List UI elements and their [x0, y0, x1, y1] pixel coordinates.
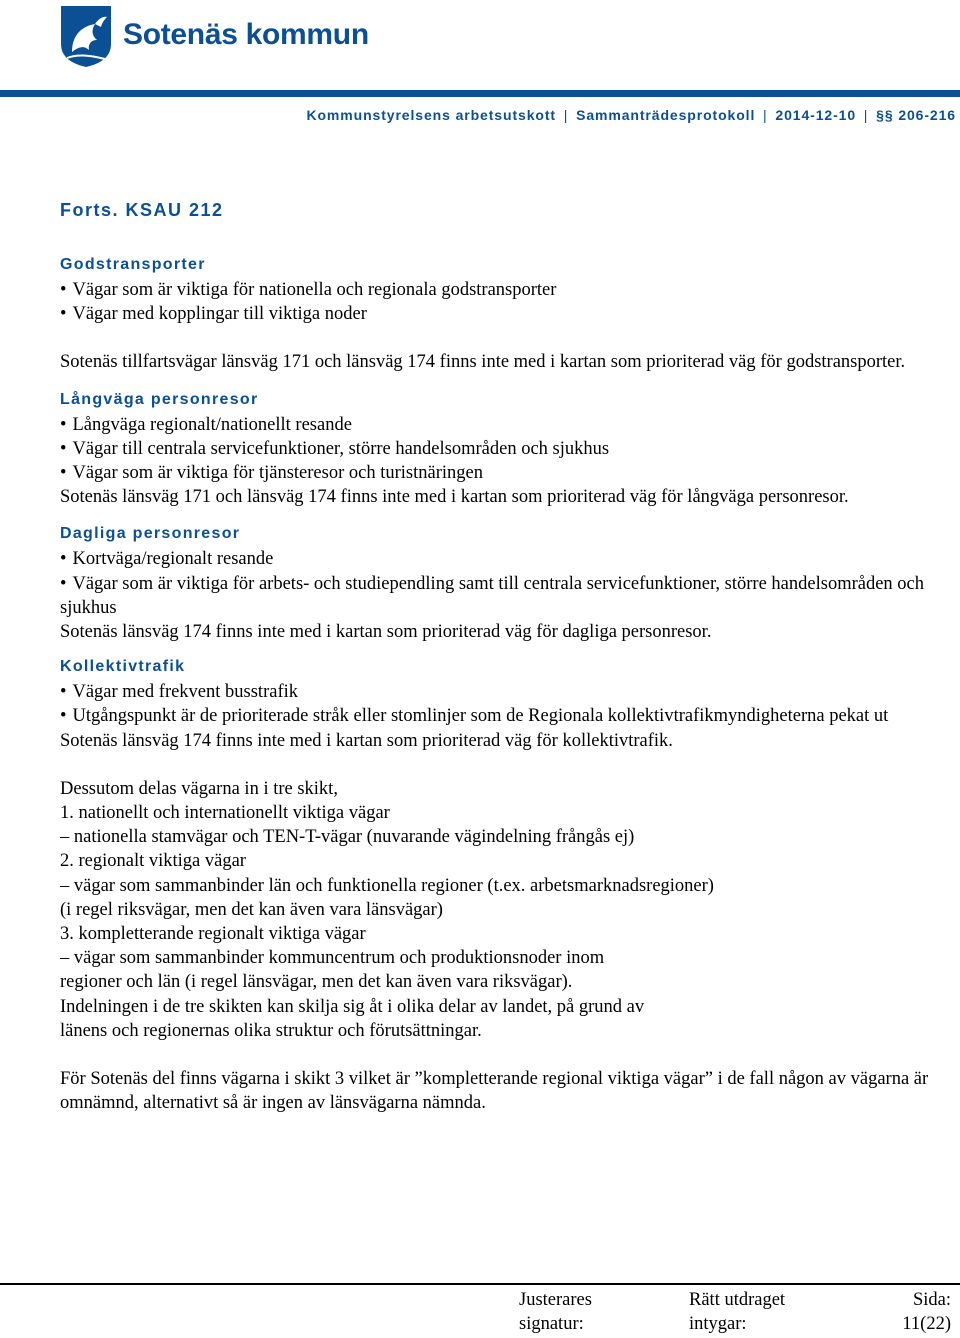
bullet-item: • Vägar som är viktiga för tjänsteresor och turistnäringen — [60, 461, 940, 485]
bullet-item: • Vägar med kopplingar till viktiga noder — [60, 302, 940, 326]
footer-page — [902, 1288, 951, 1336]
logo-text: Sotenäs kommun — [123, 18, 369, 51]
footer-label: Rätt utdraget — [689, 1290, 786, 1310]
skikt-line: länens och regionernas olika struktur och förutsättningar. — [60, 1020, 482, 1041]
paragraph-text: Sotenäs länsväg 174 finns inte med i kartan som prioriterad väg för kollektivtrafik. — [60, 730, 673, 751]
skikt-line: – vägar som sammanbinder län och funktionella regioner (t.ex. arbetsmarknadsregioner) — [60, 875, 714, 896]
document-body — [60, 200, 940, 1115]
footer-justerares — [519, 1288, 592, 1336]
header-org: Kommunstyrelsens arbetsutskott — [306, 107, 556, 123]
final-paragraph: För Sotenäs del finns vägarna i skikt 3 vilket är ”kompletterande regional viktiga vägar” i de fall någon av vägarna är omnämnd, alternativt så är ingen av länsvägarna nämnda. — [60, 1069, 929, 1114]
header-doc: Sammanträdesprotokoll — [576, 107, 756, 123]
bullet-item: • Vägar med frekvent busstrafik — [60, 680, 940, 704]
skikt-line: Indelningen i de tre skikten kan skilja sig åt i olika delar av landet, på grund av — [60, 996, 645, 1017]
header-date: 2014-12-10 — [775, 107, 857, 123]
header-paragraphs: 206-216 — [898, 107, 956, 123]
bullet-item: • Långväga regionalt/nationellt resande — [60, 413, 940, 437]
bullet-item: • Vägar som är viktiga för arbets- och studiependling samt till centrala servicefunktioner, större handelsområden och sjukhus — [60, 572, 940, 620]
sotenas-logo — [59, 4, 369, 68]
skikt-line: (i regel riksvägar, men det kan även vara länsvägar) — [60, 899, 443, 920]
footer-ratt-utdraget — [689, 1288, 785, 1336]
skikt-line: 3. kompletterande regionalt viktiga vägar — [60, 924, 366, 945]
bullet-item: • Vägar som är viktiga för nationella och regionala godstransporter — [60, 278, 940, 302]
skikt-line: 2. regionalt viktiga vägar — [60, 851, 246, 872]
bullet-item: • Vägar till centrala servicefunktioner, större handelsområden och sjukhus — [60, 437, 940, 461]
paragraph-sign-icon: § — [884, 107, 894, 123]
bullet-item: • Utgångspunkt är de prioriterade stråk eller stomlinjer som de Regionala kollektivtrafikmyndigheterna pekat ut — [60, 704, 940, 728]
header-separator: | — [758, 107, 773, 123]
heading-dagliga: Dagliga personresor — [60, 525, 241, 543]
paragraph-text: Sotenäs länsväg 174 finns inte med i kartan som prioriterad väg för dagliga personresor. — [60, 622, 712, 643]
skikt-line: 1. nationellt och internationellt viktiga vägar — [60, 803, 390, 824]
footer-label: intygar: — [689, 1314, 747, 1334]
header-separator: | — [859, 107, 874, 123]
municipal-crest-icon — [59, 4, 113, 68]
footer-label: Justerares — [519, 1290, 592, 1310]
header-rule — [0, 90, 960, 97]
heading-kollektivtrafik: Kollektivtrafik — [60, 658, 186, 676]
skikt-line: – vägar som sammanbinder kommuncentrum och produktionsnoder inom — [60, 948, 605, 969]
footer-rule — [0, 1283, 960, 1285]
skikt-line: regioner och län (i regel länsvägar, men det kan även vara riksvägar). — [60, 972, 573, 993]
skikt-line: – nationella stamvägar och TEN-T-vägar (nuvarande vägindelning frångås ej) — [60, 827, 635, 848]
bullet-item: • Kortväga/regionalt resande — [60, 547, 940, 571]
document-title: Forts. KSAU 212 — [60, 200, 224, 220]
header-separator: | — [558, 107, 574, 123]
heading-langvaga: Långväga personresor — [60, 390, 259, 408]
paragraph-sign-icon: § — [876, 107, 885, 123]
skikt-line: Dessutom delas vägarna in i tre skikt, — [60, 778, 338, 799]
footer-label: Sida: — [912, 1290, 951, 1310]
paragraph-text: Sotenäs tillfartsvägar länsväg 171 och länsväg 174 finns inte med i kartan som prioriterad väg för godstransporter. — [60, 352, 906, 373]
heading-godstransporter: Godstransporter — [60, 256, 206, 273]
page-number: 11(22) — [902, 1314, 951, 1334]
paragraph-text: Sotenäs länsväg 171 och länsväg 174 finns inte med i kartan som prioriterad väg för långväga personresor. — [60, 487, 849, 508]
footer-label: signatur: — [519, 1314, 584, 1334]
header-line — [306, 107, 956, 123]
